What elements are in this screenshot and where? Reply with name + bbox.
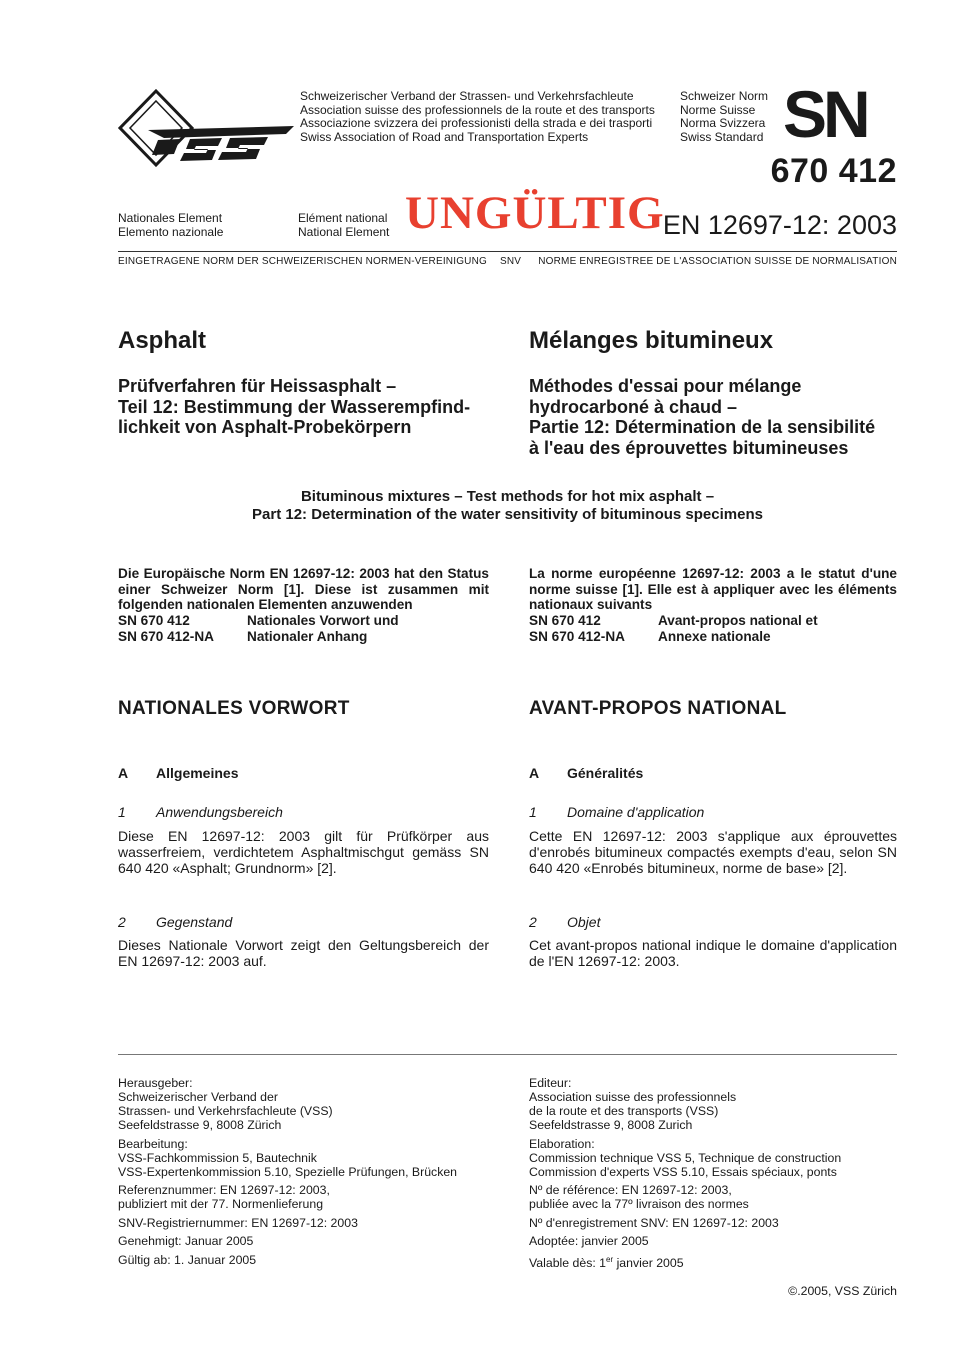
register-left: EINGETRAGENE NORM DER SCHWEIZERISCHEN NORMEN-VEREINIGUNG [118,256,488,267]
invalid-stamp: UNGÜLTIG [405,187,665,239]
status-de-text: Die Europäische Norm EN 12697-12: 2003 hat den Status einer Schweizer Norm [1]. Diese ist zusammen mit folgenden nationalen Elementen anzuwenden [118,566,489,613]
item-1-de [118,804,283,820]
footer-divider [118,1054,897,1055]
item-2-de-text: Dieses Nationale Vorwort zeigt den Geltungsbereich der EN 12697-12: 2003 auf. [118,937,489,969]
publisher-line: Strassen- und Verkehrsfachleute (VSS) [118,1104,333,1118]
element-desc: Nationaler Anhang [247,628,368,644]
reference-line: Nº de référence: EN 12697-12: 2003, [529,1183,732,1197]
reference-block [529,1183,897,1211]
section-letter: A [118,765,129,781]
publisher-line: Editeur: [529,1076,572,1090]
item-label: Gegenstand [156,914,233,930]
item-1-de-text: Diese EN 12697-12: 2003 gilt für Prüfkörper aus wasserfreiem, verdichtetem Asphaltmischgut gemäss SN 640 420 «Asphalt; Grundnorm» [2]. [118,828,489,876]
association-line: Association suisse des professionnels de la route et des transports [300,102,655,117]
subtitle-de-line: Prüfverfahren für Heissasphalt – [118,376,397,396]
element-desc: Annexe nationale [658,628,771,644]
header-divider [118,251,897,252]
section-label: Généralités [567,765,644,781]
item-number: 2 [118,914,126,930]
subtitle-en-line: Bituminous mixtures – Test methods for hot mix asphalt – [300,488,715,505]
norm-line: Schweizer Norm [680,89,769,103]
register-right: NORME ENREGISTREE DE L'ASSOCIATION SUISSE DE NORMALISATION [538,256,897,267]
footer-fr [529,1076,897,1274]
registry-line: Nº d'enregistrement SNV: EN 12697-12: 2003 [529,1215,779,1230]
item-label: Objet [567,914,601,930]
footer-de [118,1076,498,1271]
foreword-title-fr: AVANT-PROPOS NATIONAL [529,698,787,719]
editing-line: VSS-Expertenkommission 5.10, Spezielle Prüfungen, Brücken [118,1164,458,1179]
item-label: Anwendungsbereich [156,804,283,820]
item-number: 2 [529,914,537,930]
register-mid: SNV [500,256,522,267]
element-left [118,212,223,239]
status-de [118,566,489,645]
publisher-block [118,1076,498,1132]
subtitle-fr-line: à l'eau des éprouvettes bitumineuses [529,437,849,458]
editing-line: Commission technique VSS 5, Technique de construction [529,1150,842,1165]
subtitle-fr [529,376,875,458]
item-label: Domaine d'application [567,804,705,820]
publisher-line: de la route et des transports (VSS) [529,1104,719,1118]
publisher-line: Seefeldstrasse 9, 8008 Zurich [529,1118,693,1132]
en-number: EN 12697-12: 2003 [662,210,897,240]
subtitle-de [118,376,470,438]
editing-line: Bearbeitung: [118,1136,188,1151]
element-left-line: Elemento nazionale [118,224,224,239]
approved-line: Genehmigt: Januar 2005 [118,1234,254,1248]
subtitle-fr-line: hydrocarboné à chaud – [529,396,738,417]
valid-line [529,1253,897,1270]
publisher-block [529,1076,897,1132]
status-fr [529,566,897,645]
subtitle-en-line: Part 12: Determination of the water sensitivity of bituminous specimens [252,505,763,523]
editing-line: VSS-Fachkommission 5, Bautechnik [118,1150,317,1165]
norm-line: Norme Suisse [680,102,756,117]
editing-line: Elaboration: [529,1136,595,1151]
element-left-line: Nationales Element [118,211,223,225]
status-fr-text: La norme européenne 12697-12: 2003 a le statut d'une norme suisse [1]. Elle est à appliquer avec les éléments nationaux suivants [529,566,897,613]
element-code: SN 670 412-NA [118,628,214,644]
valid-prefix: Valable dès: 1 [529,1255,607,1270]
item-number: 1 [529,804,537,820]
item-2-fr-text: Cet avant-propos national indique le domaine d'application de l'EN 12697-12: 2003. [529,937,897,969]
publisher-line: Seefeldstrasse 9, 8008 Zürich [118,1118,282,1132]
norm-line: Swiss Standard [680,129,764,144]
registry-line: SNV-Registriernummer: EN 12697-12: 2003 [118,1215,358,1230]
section-label: Allgemeines [156,765,239,781]
norm-type-names [680,90,768,144]
editing-block [118,1137,498,1179]
reference-block [118,1183,498,1211]
section-letter: A [529,765,540,781]
subtitle-fr-line: Partie 12: Détermination de la sensibilité [529,417,876,437]
subtitle-de-line: Teil 12: Bestimmung der Wasserempfind- [118,396,471,417]
association-line: Schweizerischer Verband der Strassen- und Verkehrsfachleute [300,89,634,103]
section-a-de [118,765,238,781]
publisher-line: Association suisse des professionnels [529,1090,737,1104]
item-number: 1 [118,804,126,820]
association-line: Associazione svizzera dei professionisti della strada e dei trasporti [300,116,653,130]
sn-logo: SN [783,77,867,151]
item-2-de [118,914,232,930]
subtitle-de-line: lichkeit von Asphalt-Probekörpern [118,417,412,437]
subtitle-fr-line: Méthodes d'essai pour mélange [529,376,802,396]
association-names [300,90,655,144]
sn-number: 670 412 [770,152,897,190]
element-desc: Avant-propos national et [658,613,818,629]
element-mid [298,212,389,239]
association-line: Swiss Association of Road and Transportation Experts [300,129,589,144]
approved-line: Adoptée: janvier 2005 [529,1234,649,1248]
valid-suffix: janvier 2005 [613,1255,684,1270]
editing-block [529,1137,897,1179]
item-1-fr-text: Cette EN 12697-12: 2003 s'applique aux éprouvettes d'enrobés bitumineux compactés exempts d'eau, selon SN 640 420 «Enrobés bitumineux, norme de base» [2]. [529,828,897,876]
element-desc: Nationales Vorwort und [247,613,399,629]
element-code: SN 670 412-NA [529,628,625,644]
valid-line: Gültig ab: 1. Januar 2005 [118,1252,257,1267]
element-mid-line: National Element [298,224,390,239]
reference-line: publiée avec la 77º livraison des normes [529,1197,749,1211]
foreword-title-de: NATIONALES VORWORT [118,698,350,719]
publisher-line: Herausgeber: [118,1076,193,1090]
section-a-fr [529,765,643,781]
vss-logo [118,88,294,170]
title-fr: Mélanges bitumineux [529,327,774,354]
copyright: ©.2005, VSS Zürich [788,1284,897,1298]
title-de: Asphalt [118,327,207,354]
publisher-line: Schweizerischer Verband der [118,1090,278,1104]
item-1-fr [529,804,704,820]
element-code: SN 670 412 [118,613,190,629]
valid-superscript: er [606,1254,614,1264]
subtitle-en [118,488,897,523]
element-mid-line: Elément national [298,211,388,225]
editing-line: Commission d'experts VSS 5.10, Essais spéciaux, ponts [529,1164,837,1179]
reference-line: publiziert mit der 77. Normenlieferung [118,1197,324,1211]
item-2-fr [529,914,600,930]
norm-line: Norma Svizzera [680,116,766,130]
reference-line: Referenznummer: EN 12697-12: 2003, [118,1183,330,1197]
element-code: SN 670 412 [529,613,601,629]
